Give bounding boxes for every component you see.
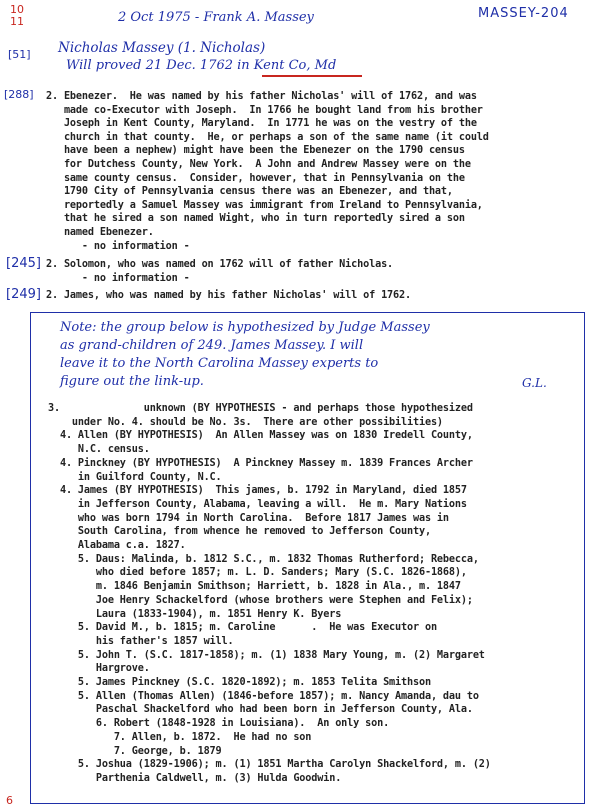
solomon-line: 2. Solomon, who was named on 1762 will of father Nicholas. — [46, 259, 394, 270]
hypothesis-line: Laura (1833-1904), m. 1851 Henry K. Byers — [48, 608, 342, 620]
hypothesis-line: Paschal Shackelford who had been born in Jefferson County, Ala. — [48, 704, 473, 716]
tag-249: [249] — [6, 287, 41, 302]
page-number-red: 10 — [10, 3, 24, 16]
ebenezer-line: Joseph in Kent County, Maryland. In 1771 he was on the vestry of the — [46, 118, 477, 130]
hypothesis-line: 5. James Pinckney (S.C. 1820-1892); m. 1853 Telita Smithson — [48, 677, 431, 688]
ebenezer-line: that he sired a son named Wight, who in turn reportedly sired a son — [46, 213, 465, 225]
hypothesis-line: in Jefferson County, Alabama, leaving a will. He m. Mary Nations — [48, 498, 467, 510]
nicholas-line1: Nicholas Massey (1. Nicholas) — [58, 40, 266, 56]
tag-51: [51] — [8, 48, 31, 61]
hypothesis-line: 5. Joshua (1829-1906); m. (1) 1851 Martha Carolyn Shackelford, m. (2) — [48, 759, 491, 771]
hypothesis-line: 5. John T. (S.C. 1817-1858); m. (1) 1838 Mary Young, m. (2) Margaret — [48, 649, 485, 661]
hypothesis-line: N.C. census. — [48, 444, 150, 456]
note-initials: G.L. — [522, 376, 547, 390]
ebenezer-line: named Ebenezer. — [46, 227, 154, 238]
hypothesis-line: m. 1846 Benjamin Smithson; Harriett, b. 1828 in Ala., m. 1847 — [48, 581, 461, 593]
hypothesis-line: Hargrove. — [48, 663, 150, 675]
tag-245: [245] — [6, 256, 41, 271]
solomon-line: - no information - — [46, 272, 190, 284]
hypothesis-line: Parthenia Caldwell, m. (3) Hulda Goodwin. — [48, 772, 342, 784]
ebenezer-line: reportedly a Samuel Massey was immigrant from Ireland to Pennsylvania, — [46, 199, 483, 211]
james-entry: 2. James, who was named by his father Nicholas' will of 1762. — [46, 290, 411, 301]
hypothesis-line: 3. unknown (BY HYPOTHESIS - and perhaps those hypothesized — [48, 403, 473, 414]
hypothesis-line: 4. Pinckney (BY HYPOTHESIS) A Pinckney Massey m. 1839 Frances Archer — [48, 457, 473, 469]
note-line2: as grand-children of 249. James Massey. I will — [60, 338, 364, 353]
ebenezer-line: 1790 City of Pennsylvania census there was an Ebenezer, and that, — [46, 186, 453, 198]
note-line1: Note: the group below is hypothesized by Judge Massey — [60, 320, 430, 335]
ebenezer-line: for Dutchess County, New York. A John and Andrew Massey were on the — [46, 159, 471, 170]
note-line4: figure out the link-up. — [60, 374, 204, 389]
page-number-red-2: 11 — [10, 15, 24, 28]
hypothesis-line: 7. Allen, b. 1872. He had no son — [48, 731, 312, 743]
ebenezer-line: - no information - — [46, 240, 190, 252]
hypothesis-line: in Guilford County, N.C. — [48, 471, 222, 483]
ebenezer-line: have been a nephew) might have been the Ebenezer on the 1790 census — [46, 145, 465, 157]
ebenezer-line: made co-Executor with Joseph. In 1766 he bought land from his brother — [46, 104, 483, 116]
hypothesis-line: under No. 4. should be No. 3s. There are other possibilities) — [48, 416, 443, 428]
hypothesis-line: 4. James (BY HYPOTHESIS) This james, b. 1792 in Maryland, died 1857 — [48, 485, 467, 497]
hypothesis-line: South Carolina, from whence he removed to Jefferson County, — [48, 526, 431, 538]
red-underline — [262, 75, 362, 77]
hypothesis-line: 7. George, b. 1879 — [48, 745, 222, 757]
hypothesis-line: Alabama c.a. 1827. — [48, 540, 186, 551]
ebenezer-line: same county census. Consider, however, that in Pennsylvania on the — [46, 172, 465, 184]
hypothesis-line: who died before 1857; m. L. D. Sanders; Mary (S.C. 1826-1868), — [48, 567, 467, 579]
margin-mark: 6 — [6, 794, 13, 807]
hypothesis-line: 5. Daus: Malinda, b. 1812 S.C., m. 1832 Thomas Rutherford; Rebecca, — [48, 553, 479, 565]
file-id: MASSEY-204 — [478, 6, 569, 21]
hypothesis-line: who was born 1794 in North Carolina. Before 1817 James was in — [48, 512, 449, 524]
hypothesis-line: his father's 1857 will. — [48, 635, 234, 647]
hypothesis-line: 6. Robert (1848-1928 in Louisiana). An only son. — [48, 718, 390, 730]
hypothesis-line: 5. David M., b. 1815; m. Caroline . He was Executor on — [48, 622, 437, 634]
date-line: 2 Oct 1975 - Frank A. Massey — [118, 10, 314, 25]
hypothesis-line: 4. Allen (BY HYPOTHESIS) An Allen Massey was on 1830 Iredell County, — [48, 430, 473, 442]
nicholas-line2: Will proved 21 Dec. 1762 in Kent Co, Md — [66, 58, 337, 73]
note-line3: leave it to the North Carolina Massey experts to — [60, 356, 379, 371]
ebenezer-line: church in that county. He, or perhaps a son of the same name (it could — [46, 131, 489, 143]
ebenezer-line: 2. Ebenezer. He was named by his father Nicholas' will of 1762, and was — [46, 91, 477, 102]
tag-288: [288] — [4, 88, 34, 101]
hypothesis-line: 5. Allen (Thomas Allen) (1846-before 1857); m. Nancy Amanda, dau to — [48, 690, 479, 702]
hypothesis-line: Joe Henry Schackelford (whose brothers were Stephen and Felix); — [48, 594, 473, 606]
